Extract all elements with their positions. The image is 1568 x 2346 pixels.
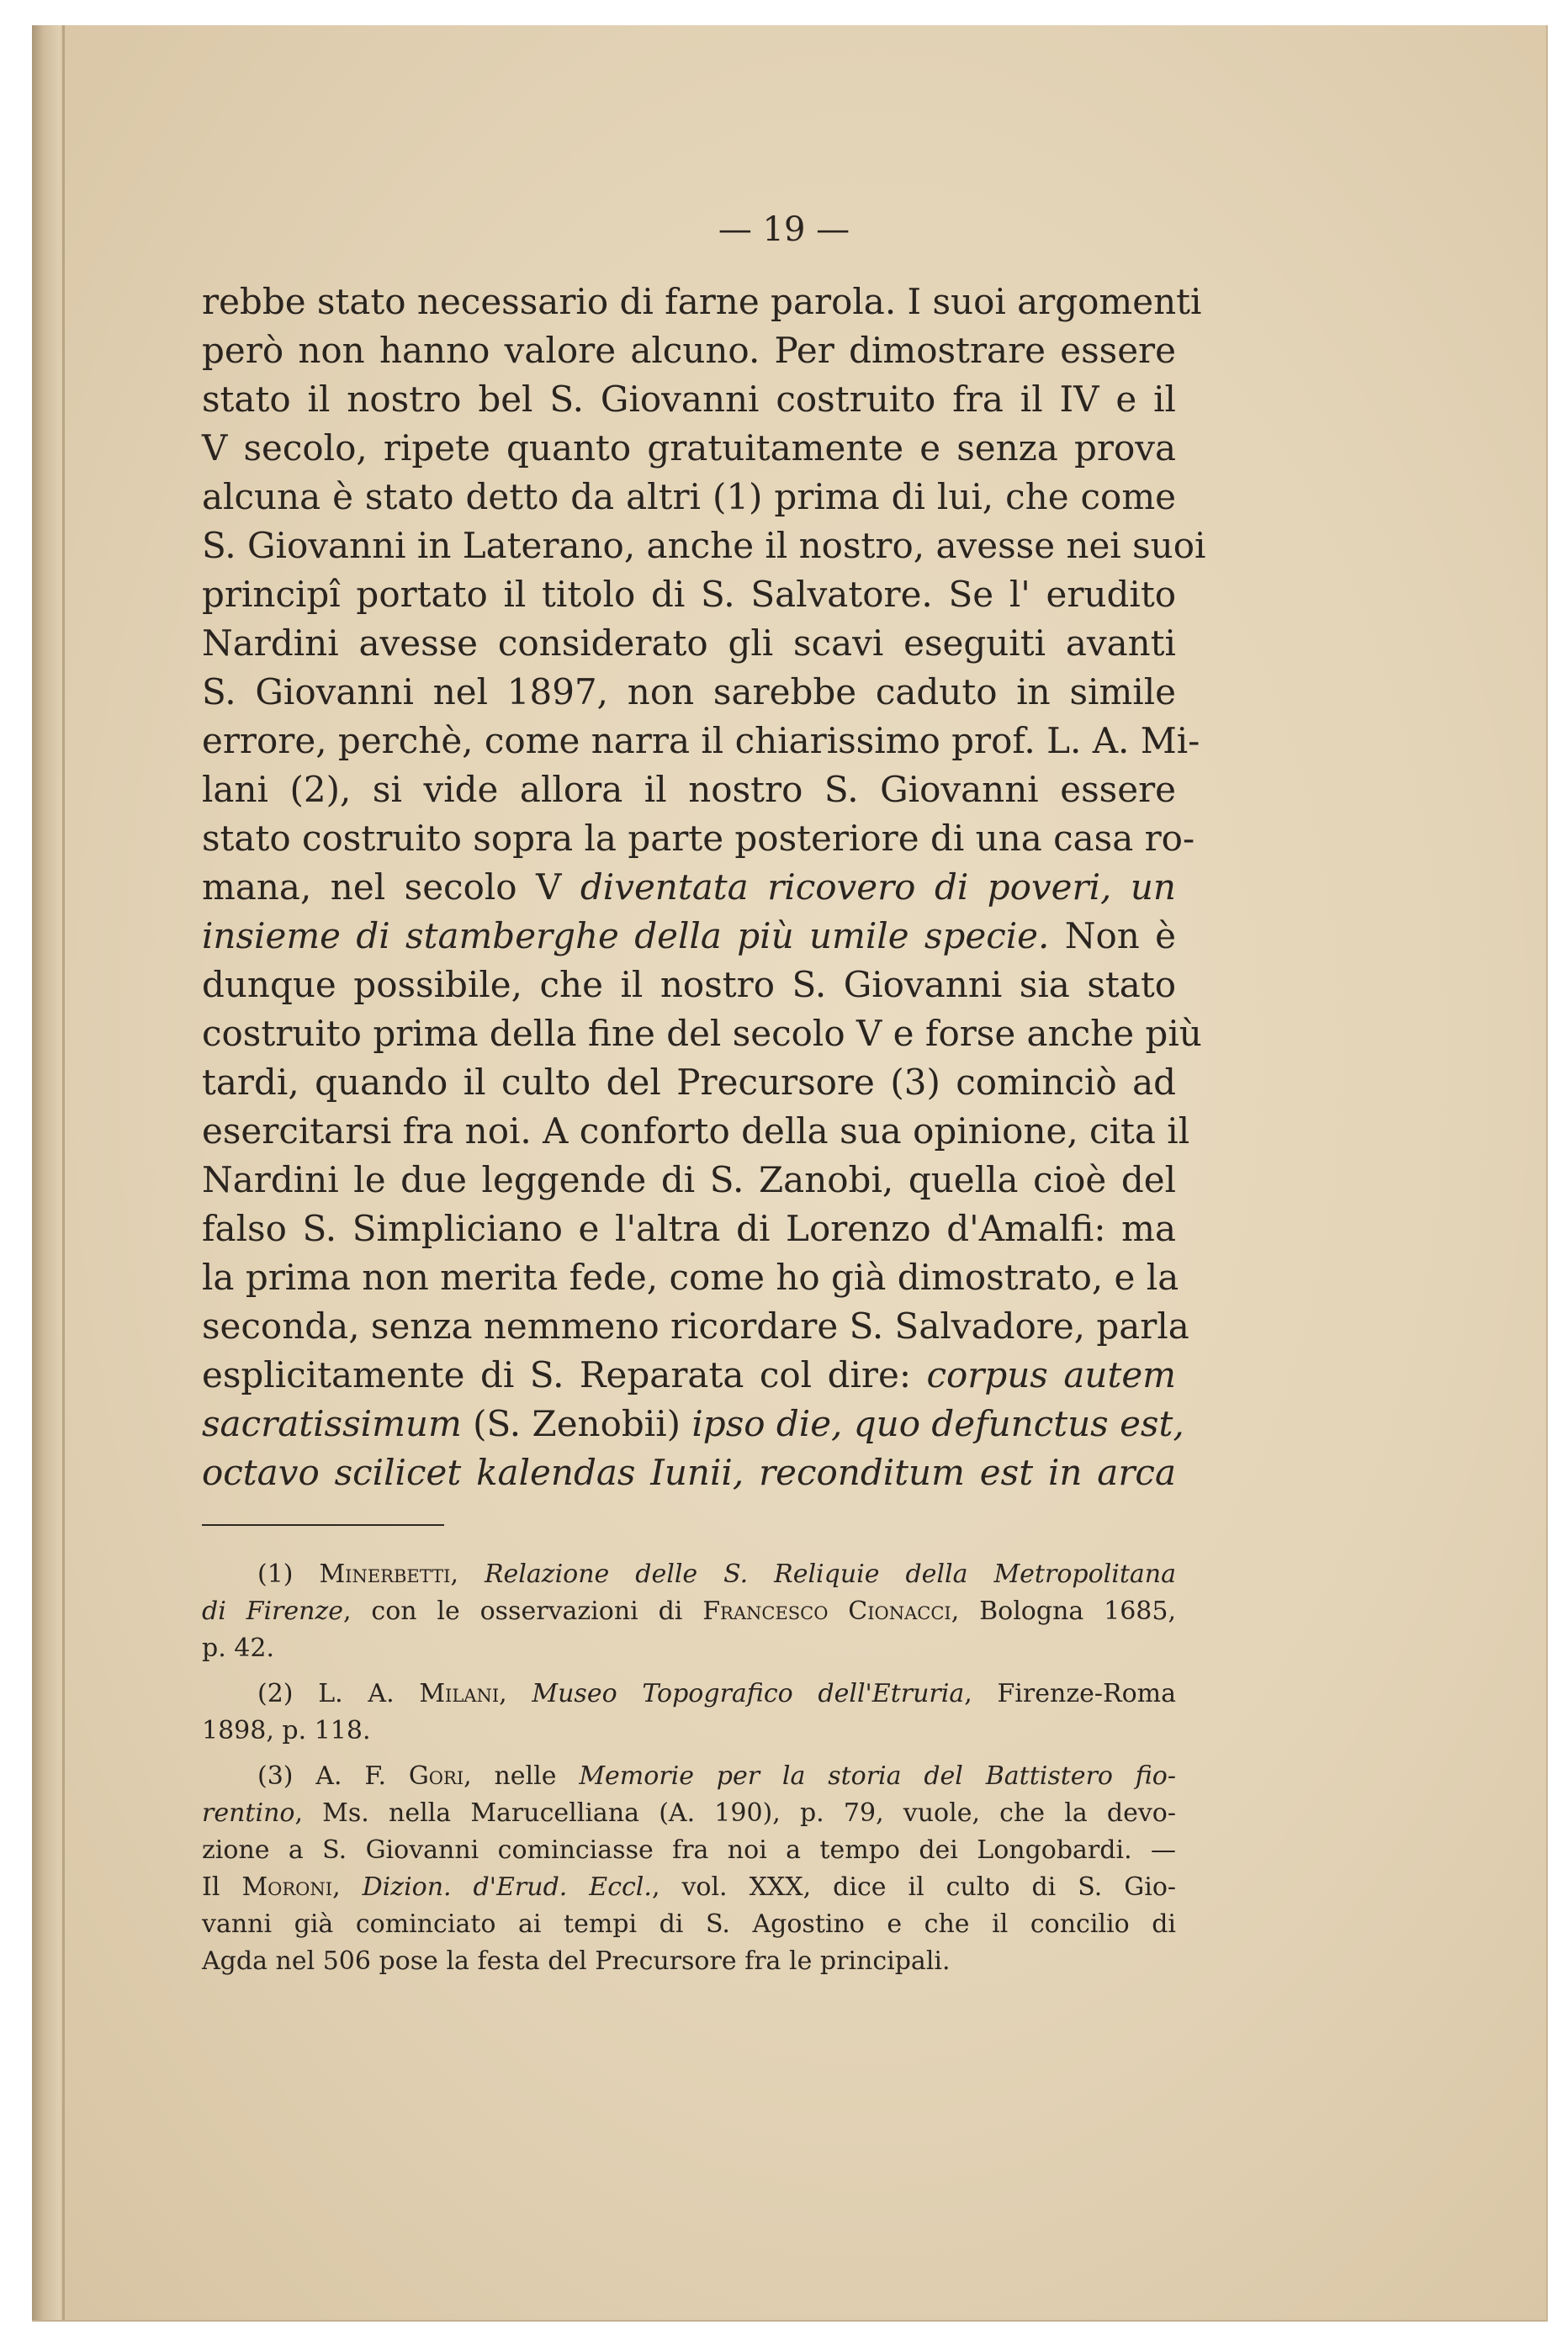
- footnote-line: (2) L. A. Milani, Museo Topografico dell'Etruria, Firenze-Roma: [257, 1679, 1176, 1708]
- text-line: errore, perchè, come narra il chiarissimo prof. L. A. Mi-: [202, 720, 1200, 761]
- text-line: lani (2), si vide allora il nostro S. Giovanni essere: [202, 769, 1176, 810]
- footnote-line: di Firenze, con le osservazioni di Francesco Cionacci, Bologna 1685,: [202, 1597, 1176, 1626]
- body-text: [202, 278, 1206, 1497]
- text-line: S. Giovanni in Laterano, anche il nostro, avesse nei suoi: [202, 525, 1206, 566]
- footnote-line: 1898, p. 118.: [202, 1716, 371, 1745]
- text-line: rebbe stato necessario di farne parola. I suoi argomenti: [202, 281, 1202, 322]
- text-line: Nardini le due leggende di S. Zanobi, quella cioè del: [202, 1159, 1176, 1200]
- text-line: esplicitamente di S. Reparata col dire: corpus autem: [202, 1354, 1176, 1395]
- text-line: sacratissimum (S. Zenobii) ipso die, quo defunctus est,: [202, 1403, 1184, 1444]
- text-line: stato costruito sopra la parte posteriore di una casa ro-: [202, 818, 1195, 859]
- text-line: insieme di stamberghe della più umile specie. Non è: [202, 915, 1176, 956]
- text-line: octavo scilicet kalendas Iunii, reconditum est in arca: [202, 1452, 1176, 1493]
- footnote-3: [202, 1758, 1176, 1980]
- text-line: però non hanno valore alcuno. Per dimostrare essere: [202, 330, 1176, 371]
- footnotes: [202, 1556, 1176, 1989]
- footnote-line: rentino, Ms. nella Marucelliana (A. 190), p. 79, vuole, che la devo-: [202, 1798, 1176, 1828]
- footnote-line: Agda nel 506 pose la festa del Precursore fra le principali.: [202, 1946, 951, 1976]
- text-line: stato il nostro bel S. Giovanni costruito fra il IV e il: [202, 379, 1176, 420]
- text-line: esercitarsi fra noi. A conforto della sua opinione, cita il: [202, 1110, 1190, 1152]
- text-line: S. Giovanni nel 1897, non sarebbe caduto in simile: [202, 671, 1176, 712]
- text-line: falso S. Simpliciano e l'altra di Lorenzo d'Amalfi: ma: [202, 1208, 1176, 1249]
- gutter-edge: [62, 25, 65, 2320]
- text-line: Nardini avesse considerato gli scavi eseguiti avanti: [202, 622, 1176, 664]
- footnote-1: [202, 1556, 1176, 1667]
- footnote-line: zione a S. Giovanni cominciasse fra noi a tempo dei Longobardi. —: [202, 1835, 1176, 1865]
- footnote-line: vanni già cominciato ai tempi di S. Agostino e che il concilio di: [202, 1909, 1176, 1939]
- footnote-line: p. 42.: [202, 1634, 274, 1663]
- text-line: V secolo, ripete quanto gratuitamente e senza prova: [202, 427, 1176, 469]
- footnote-2: [202, 1676, 1176, 1750]
- footnote-line: (1) Minerbetti, Relazione delle S. Reliquie della Metropolitana: [257, 1560, 1176, 1589]
- footnote-line: (3) A. F. Gori, nelle Memorie per la storia del Battistero fio-: [257, 1761, 1176, 1791]
- text-line: seconda, senza nemmeno ricordare S. Salvadore, parla: [202, 1305, 1189, 1347]
- text-line: tardi, quando il culto del Precursore (3) cominciò ad: [202, 1062, 1176, 1103]
- text-line: mana, nel secolo V diventata ricovero di poveri, un: [202, 866, 1176, 908]
- page-number: — 19 —: [718, 210, 850, 249]
- binding-gutter: [32, 25, 61, 2320]
- text-line: costruito prima della fine del secolo V e forse anche più: [202, 1013, 1202, 1054]
- footnote-line: Il Moroni, Dizion. d'Erud. Eccl., vol. XXX, dice il culto di S. Gio-: [202, 1872, 1177, 1902]
- text-line: dunque possibile, che il nostro S. Giovanni sia stato: [202, 964, 1176, 1005]
- text-line: la prima non merita fede, come ho già dimostrato, e la: [202, 1257, 1179, 1298]
- footnote-rule: [202, 1524, 444, 1526]
- text-line: principî portato il titolo di S. Salvatore. Se l' erudito: [202, 574, 1176, 615]
- text-line: alcuna è stato detto da altri (1) prima di lui, che come: [202, 476, 1176, 517]
